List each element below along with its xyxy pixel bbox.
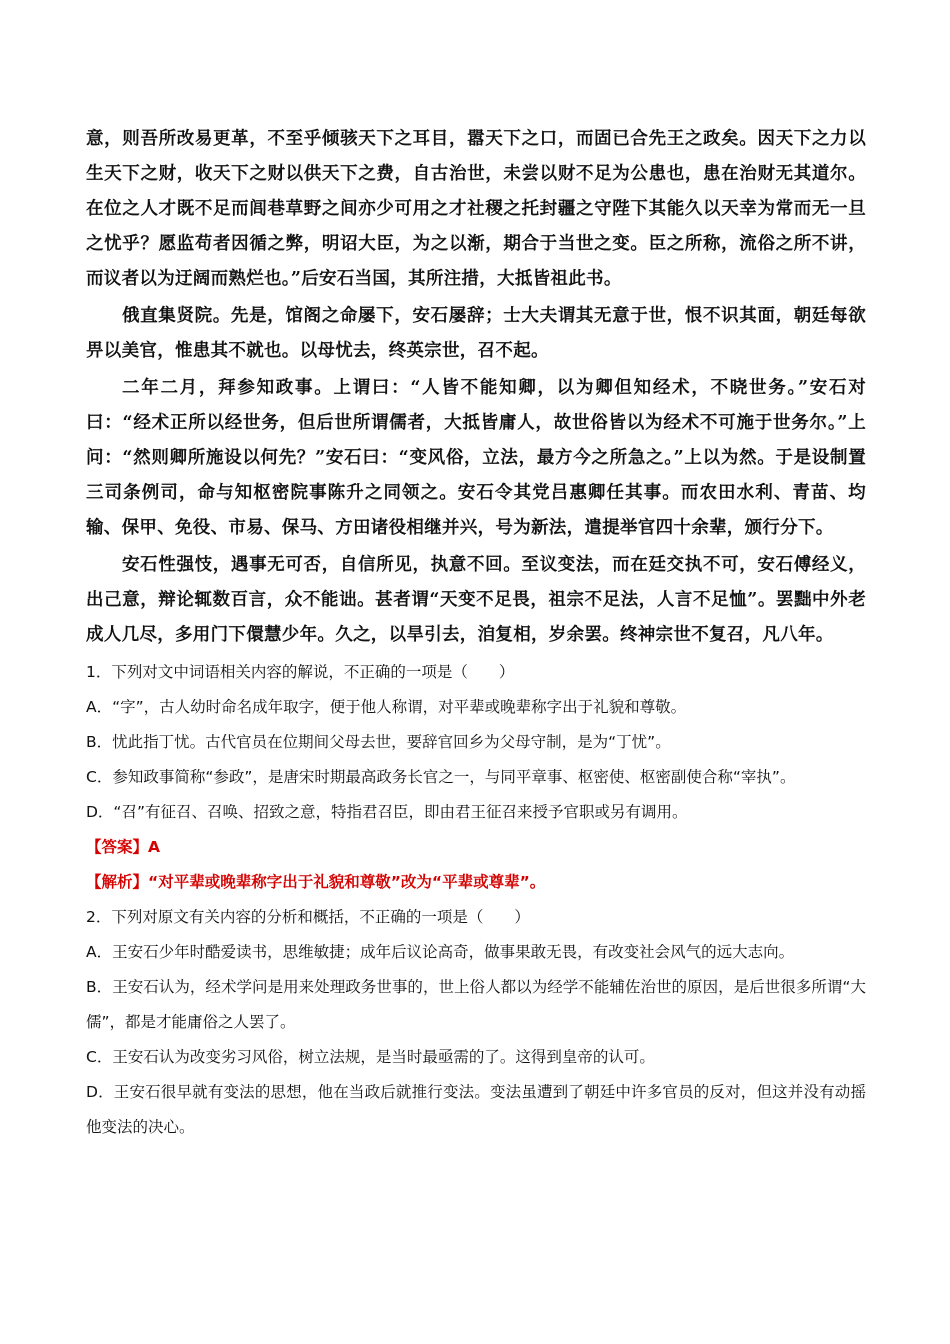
question-2 (86, 900, 866, 1145)
passage-paragraph-2: 俄直集贤院。先是，馆阁之命屡下，安石屡辞；士大夫谓其无意于世，恨不识其面，朝廷每欲畀以美官，惟患其不就也。以母忧去，终英宗世，召不起。 (86, 306, 866, 361)
analysis-text: “对平辈或晚辈称字出于礼貌和尊敬”改为“平辈或尊辈”。 (148, 873, 546, 891)
passage-paragraph-3: 二年二月，拜参知政事。上谓曰：“人皆不能知卿，以为卿但知经术，不晓世务。”安石对曰：“经术正所以经世务，但后世所谓儒者，大抵皆庸人，故世俗皆以为经术不可施于世务尔。”上问：“然则卿所施设以何先？”安石曰：“变风俗，立法，最方今之所急之。”上以为然。于是设制置三司条例司，命与知枢密院事陈升之同领之。安石令其党吕惠卿任其事。而农田水利、青苗、均输、保甲、免役、市易、保马、方田诸役相继并兴，号为新法，遣提举官四十余辈，颁行分下。 (86, 378, 866, 538)
question-2-option-b: B．王安石认为，经术学问是用来处理政务世事的，世上俗人都以为经学不能辅佐治世的原因，是后世很多所谓“大儒”，都是才能庸俗之人罢了。 (86, 978, 866, 1031)
question-2-option-a: A．王安石少年时酷爱读书，思维敏捷；成年后议论高奇，做事果敢无畏，有改变社会风气的远大志向。 (86, 943, 795, 961)
question-section (86, 655, 866, 1145)
question-2-stem: 2．下列对原文有关内容的分析和概括，不正确的一项是（ ） (86, 908, 530, 926)
passage-paragraph-4: 安石性强忮，遇事无可否，自信所见，执意不回。至议变法，而在廷交执不可，安石傅经义，出己意，辩论辄数百言，众不能诎。甚者谓“天变不足畏，祖宗不足法，人言不足恤”。罢黜中外老成人几尽，多用门下儇慧少年。久之，以旱引去，洎复相，岁余罢。终神宗世不复召，凡八年。 (86, 555, 866, 645)
answer-label: 【答案】 (86, 838, 149, 856)
analysis-line (86, 865, 866, 900)
answer-line (86, 830, 866, 865)
question-1-stem: 1．下列对文中词语相关内容的解说，不正确的一项是（ ） (86, 663, 515, 681)
question-2-option-c: C．王安石认为改变劣习风俗，树立法规，是当时最亟需的了。这得到皇帝的认可。 (86, 1048, 655, 1066)
answer-value: A (148, 838, 161, 856)
analysis-label: 【解析】 (86, 873, 149, 891)
question-2-option-d: D．王安石很早就有变法的思想，他在当政后就推行变法。变法虽遭到了朝廷中许多官员的反对，但这并没有动摇他变法的决心。 (86, 1083, 866, 1136)
passage-paragraph-1: 意，则吾所改易更革，不至乎倾骇天下之耳目，嚣天下之口，而固已合先王之政矣。因天下之力以生天下之财，收天下之财以供天下之费，自古治世，未尝以财不足为公患也，患在治财无其道尔。在位之人才既不足而闾巷草野之间亦少可用之才社稷之托封疆之守陛下其能久以天幸为常而无一旦之忧乎？愿监苟者因循之弊，明诏大臣，为之以渐，期合于当世之变。臣之所称，流俗之所不讲，而议者以为迂阔而熟烂也。”后安石当国，其所注措，大抵皆祖此书。 (86, 129, 866, 289)
question-1-option-b: B．忧此指丁忧。古代官员在位期间父母去世，要辞官回乡为父母守制，是为“丁忧”。 (86, 733, 671, 751)
question-1-option-d: D．“召”有征召、召唤、招致之意，特指君召臣，即由君王征召来授予官职或另有调用。 (86, 803, 688, 821)
question-1-option-a: A．“字”，古人幼时命名成年取字，便于他人称谓，对平辈或晚辈称字出于礼貌和尊敬。 (86, 698, 687, 716)
question-1-option-c: C．参知政事简称“参政”，是唐宋时期最高政务长官之一，与同平章事、枢密使、枢密副使合称“宰执”。 (86, 768, 796, 786)
document-page (86, 122, 866, 1145)
question-1 (86, 655, 866, 900)
classical-chinese-passage (86, 122, 866, 653)
